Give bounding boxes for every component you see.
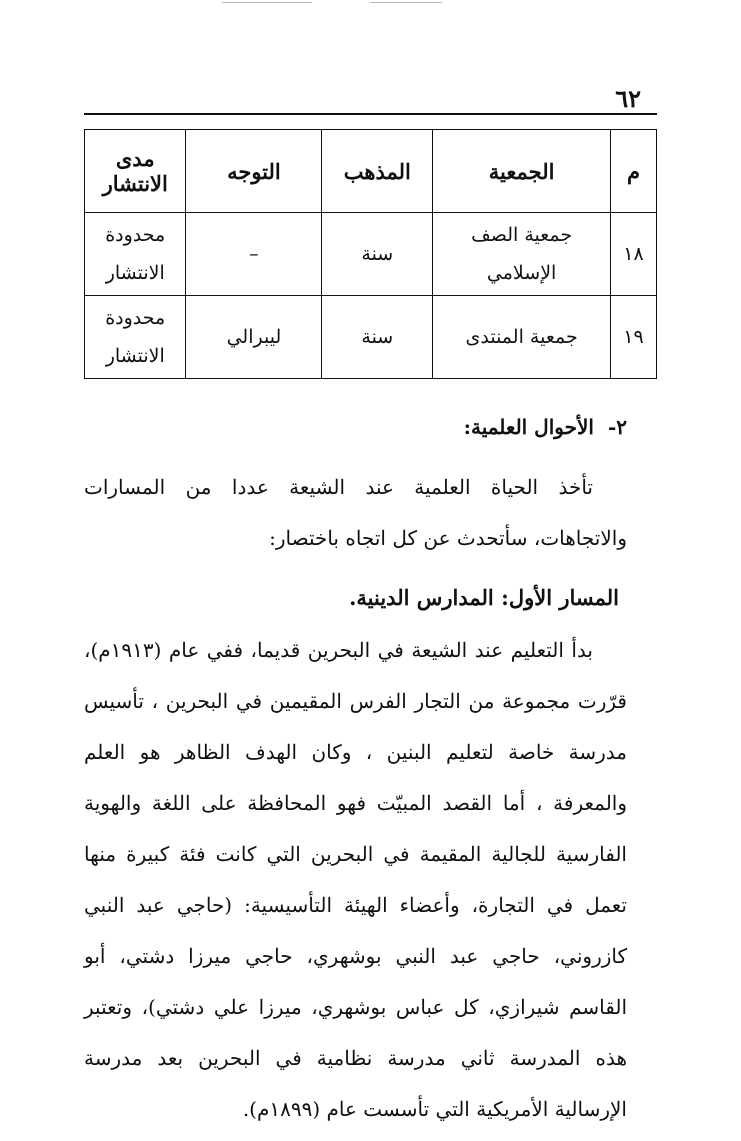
header-sect: المذهب (322, 130, 433, 213)
header-association: الجمعية (433, 130, 611, 213)
cell-reach: محدودة الانتشار (85, 213, 186, 296)
page-number: ٦٢ (615, 84, 641, 113)
cell-orientation: ليبرالي (186, 296, 322, 379)
cell-reach: محدودة الانتشار (85, 296, 186, 379)
table-row (85, 296, 657, 379)
cell-orientation: – (186, 213, 322, 296)
section-number: ٢- (607, 415, 627, 439)
cell-num: ١٩ (611, 296, 657, 379)
section-heading (464, 412, 627, 442)
associations-table (84, 129, 657, 379)
intro-paragraph (84, 462, 627, 564)
header-num: م (611, 130, 657, 213)
cell-sect: سنة (322, 296, 433, 379)
header-reach: مدى الانتشار (85, 130, 186, 213)
cell-sect: سنة (322, 213, 433, 296)
scan-edge-mark (370, 2, 442, 3)
section-title: الأحوال العلمية: (463, 415, 594, 439)
table-row (85, 213, 657, 296)
track-heading: المسار الأول: المدارس الدينية. (349, 585, 619, 610)
header-rule (84, 113, 657, 115)
header-orientation: التوجه (186, 130, 322, 213)
intro-text: تأخذ الحياة العلمية عند الشيعة عددا من المسارات والاتجاهات، سأتحدث عن كل اتجاه باختصار: (84, 475, 627, 550)
cell-association: جمعية المنتدى (433, 296, 611, 379)
cell-num: ١٨ (611, 213, 657, 296)
body-text: بدأ التعليم عند الشيعة في البحرين قديما، ففي عام (١٩١٣م)، قرّرت مجموعة من التجار الفرس المقيمين في البحرين ، تأسيس مدرسة خاصة لتعليم البنين ، وكان الهدف الظاهر هو العلم والمعرفة ، أما القصد المبيّت فهو المحافظة على اللغة والهوية الفارسية للجالية المقيمة في البحرين التي كانت فئة كبيرة منها تعمل في التجارة، وأعضاء الهيئة التأسيسية: (حاجي عبد النبي كازروني، حاجي عبد النبي بوشهري، حاجي ميرزا دشتي، أبو القاسم شيرازي، كل عباس بوشهري، ميرزا علي دشتي)، وتعتبر هذه المدرسة ثاني مدرسة نظامية في البحرين بعد مدرسة الإرسالية الأمريكية التي تأسست عام (١٨٩٩م). (84, 638, 627, 1121)
body-paragraph (84, 625, 627, 1135)
table-header-row (85, 130, 657, 213)
scan-edge-mark (222, 2, 312, 3)
cell-association: جمعية الصف الإسلامي (433, 213, 611, 296)
